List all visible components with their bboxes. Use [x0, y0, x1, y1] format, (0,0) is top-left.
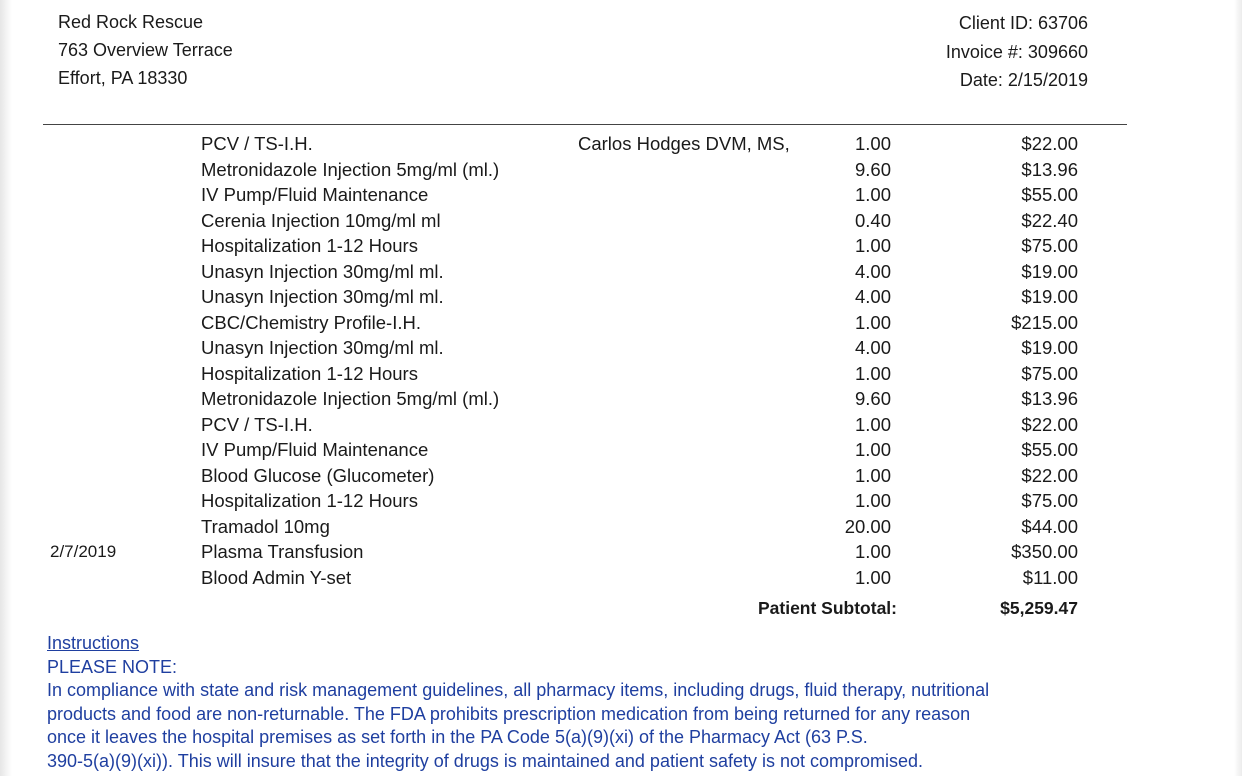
row-quantity: 1.00	[854, 311, 891, 333]
instruction-line: once it leaves the hospital premises as set forth in the PA Code 5(a)(9)(xi) of the Pharmacy Act (63 P.S.	[47, 727, 868, 747]
row-quantity: 9.60	[854, 158, 891, 180]
row-quantity: 1.00	[854, 490, 891, 511]
row-quantity: 20.00	[844, 515, 891, 537]
invoice-date: Date: 2/15/2019	[959, 70, 1088, 90]
row-amount: $11.00	[1022, 566, 1078, 588]
row-date: 2/7/2019	[50, 542, 117, 561]
table-row	[0, 284, 1242, 310]
table-row	[0, 565, 1242, 591]
row-quantity: 1.00	[854, 566, 891, 588]
row-amount: $13.96	[1021, 388, 1078, 409]
row-description: IV Pump/Fluid Maintenance	[201, 184, 429, 205]
row-description: Metronidazole Injection 5mg/ml (ml.)	[201, 158, 500, 180]
header-divider	[43, 124, 1127, 125]
instruction-line: products and food are non-returnable. The FDA prohibits prescription medication from being returned for any reason	[47, 703, 971, 724]
row-description: PCV / TS-I.H.	[201, 413, 313, 435]
table-row	[0, 259, 1242, 285]
row-quantity: 4.00	[854, 286, 891, 307]
row-quantity: 1.00	[854, 133, 891, 154]
clinic-address-block	[58, 8, 233, 92]
row-amount: $22.40	[1021, 209, 1078, 231]
instruction-line: In compliance with state and risk management guidelines, all pharmacy items, including drugs, fluid therapy, nutritional	[47, 680, 990, 700]
table-row	[0, 233, 1242, 259]
table-row	[0, 386, 1242, 412]
row-amount: $55.00	[1021, 184, 1078, 205]
row-description: PCV / TS-I.H.	[201, 133, 313, 154]
row-quantity: 1.00	[854, 439, 891, 460]
table-row	[0, 514, 1242, 540]
table-row	[0, 488, 1242, 514]
table-row	[0, 361, 1242, 387]
row-quantity: 1.00	[854, 413, 891, 435]
table-row	[0, 539, 1242, 565]
table-row	[0, 412, 1242, 438]
row-description: Cerenia Injection 10mg/ml ml	[201, 209, 441, 231]
row-amount: $75.00	[1021, 362, 1078, 384]
row-description: Blood Glucose (Glucometer)	[201, 464, 435, 486]
table-row	[0, 463, 1242, 489]
row-quantity: 1.00	[854, 541, 891, 562]
subtotal-value: $5,259.47	[1000, 598, 1078, 618]
row-description: Unasyn Injection 30mg/ml ml.	[201, 260, 444, 282]
row-amount: $22.00	[1021, 413, 1078, 435]
row-quantity: 4.00	[854, 260, 891, 282]
please-note-heading: PLEASE NOTE:	[47, 656, 178, 677]
row-description: Unasyn Injection 30mg/ml ml.	[201, 286, 444, 307]
row-amount: $19.00	[1021, 286, 1078, 307]
invoice-number: Invoice #: 309660	[945, 41, 1088, 62]
line-items-table	[0, 131, 1242, 590]
row-description: Unasyn Injection 30mg/ml ml.	[201, 337, 444, 358]
table-row	[0, 310, 1242, 336]
row-quantity: 1.00	[854, 464, 891, 486]
table-row	[0, 335, 1242, 361]
row-description: Metronidazole Injection 5mg/ml (ml.)	[201, 388, 500, 409]
row-description: Plasma Transfusion	[201, 541, 364, 562]
row-quantity: 4.00	[854, 337, 891, 358]
client-id: Client ID: 63706	[958, 13, 1088, 33]
row-description: Tramadol 10mg	[201, 515, 330, 537]
row-doctor: Carlos Hodges DVM, MS,	[578, 133, 790, 154]
row-amount: $55.00	[1021, 439, 1078, 460]
row-description: Hospitalization 1-12 Hours	[201, 235, 418, 256]
row-description: Blood Admin Y-set	[201, 566, 352, 588]
instruction-line: 390-5(a)(9)(xi)). This will insure that the integrity of drugs is maintained and patient safety is not compromised.	[47, 750, 924, 771]
clinic-name: Red Rock Rescue	[58, 12, 204, 32]
row-amount: $75.00	[1021, 235, 1078, 256]
table-row	[0, 157, 1242, 183]
table-row	[0, 437, 1242, 463]
row-quantity: 1.00	[854, 362, 891, 384]
row-amount: $22.00	[1021, 464, 1078, 486]
clinic-city-state: Effort, PA 18330	[58, 68, 188, 88]
table-row	[0, 208, 1242, 234]
row-description: Hospitalization 1-12 Hours	[201, 490, 418, 511]
row-description: IV Pump/Fluid Maintenance	[201, 439, 429, 460]
row-description: Hospitalization 1-12 Hours	[201, 362, 418, 384]
table-row	[0, 131, 1242, 157]
subtotal-label: Patient Subtotal:	[757, 598, 897, 618]
invoice-meta-block	[946, 9, 1088, 95]
table-row	[0, 182, 1242, 208]
row-amount: $22.00	[1021, 133, 1078, 154]
row-amount: $13.96	[1021, 158, 1078, 180]
row-amount: $19.00	[1021, 337, 1078, 358]
row-quantity: 9.60	[854, 388, 891, 409]
row-amount: $350.00	[1011, 541, 1078, 562]
row-quantity: 1.00	[854, 184, 891, 205]
row-description: CBC/Chemistry Profile-I.H.	[201, 311, 421, 333]
row-amount: $215.00	[1011, 311, 1078, 333]
instructions-link[interactable]: Instructions	[47, 633, 140, 653]
row-amount: $75.00	[1021, 490, 1078, 511]
row-quantity: 1.00	[854, 235, 891, 256]
row-quantity: 0.40	[854, 209, 891, 231]
row-amount: $44.00	[1021, 515, 1078, 537]
clinic-street: 763 Overview Terrace	[58, 40, 233, 60]
row-amount: $19.00	[1021, 260, 1078, 282]
instructions-block	[47, 632, 1147, 773]
